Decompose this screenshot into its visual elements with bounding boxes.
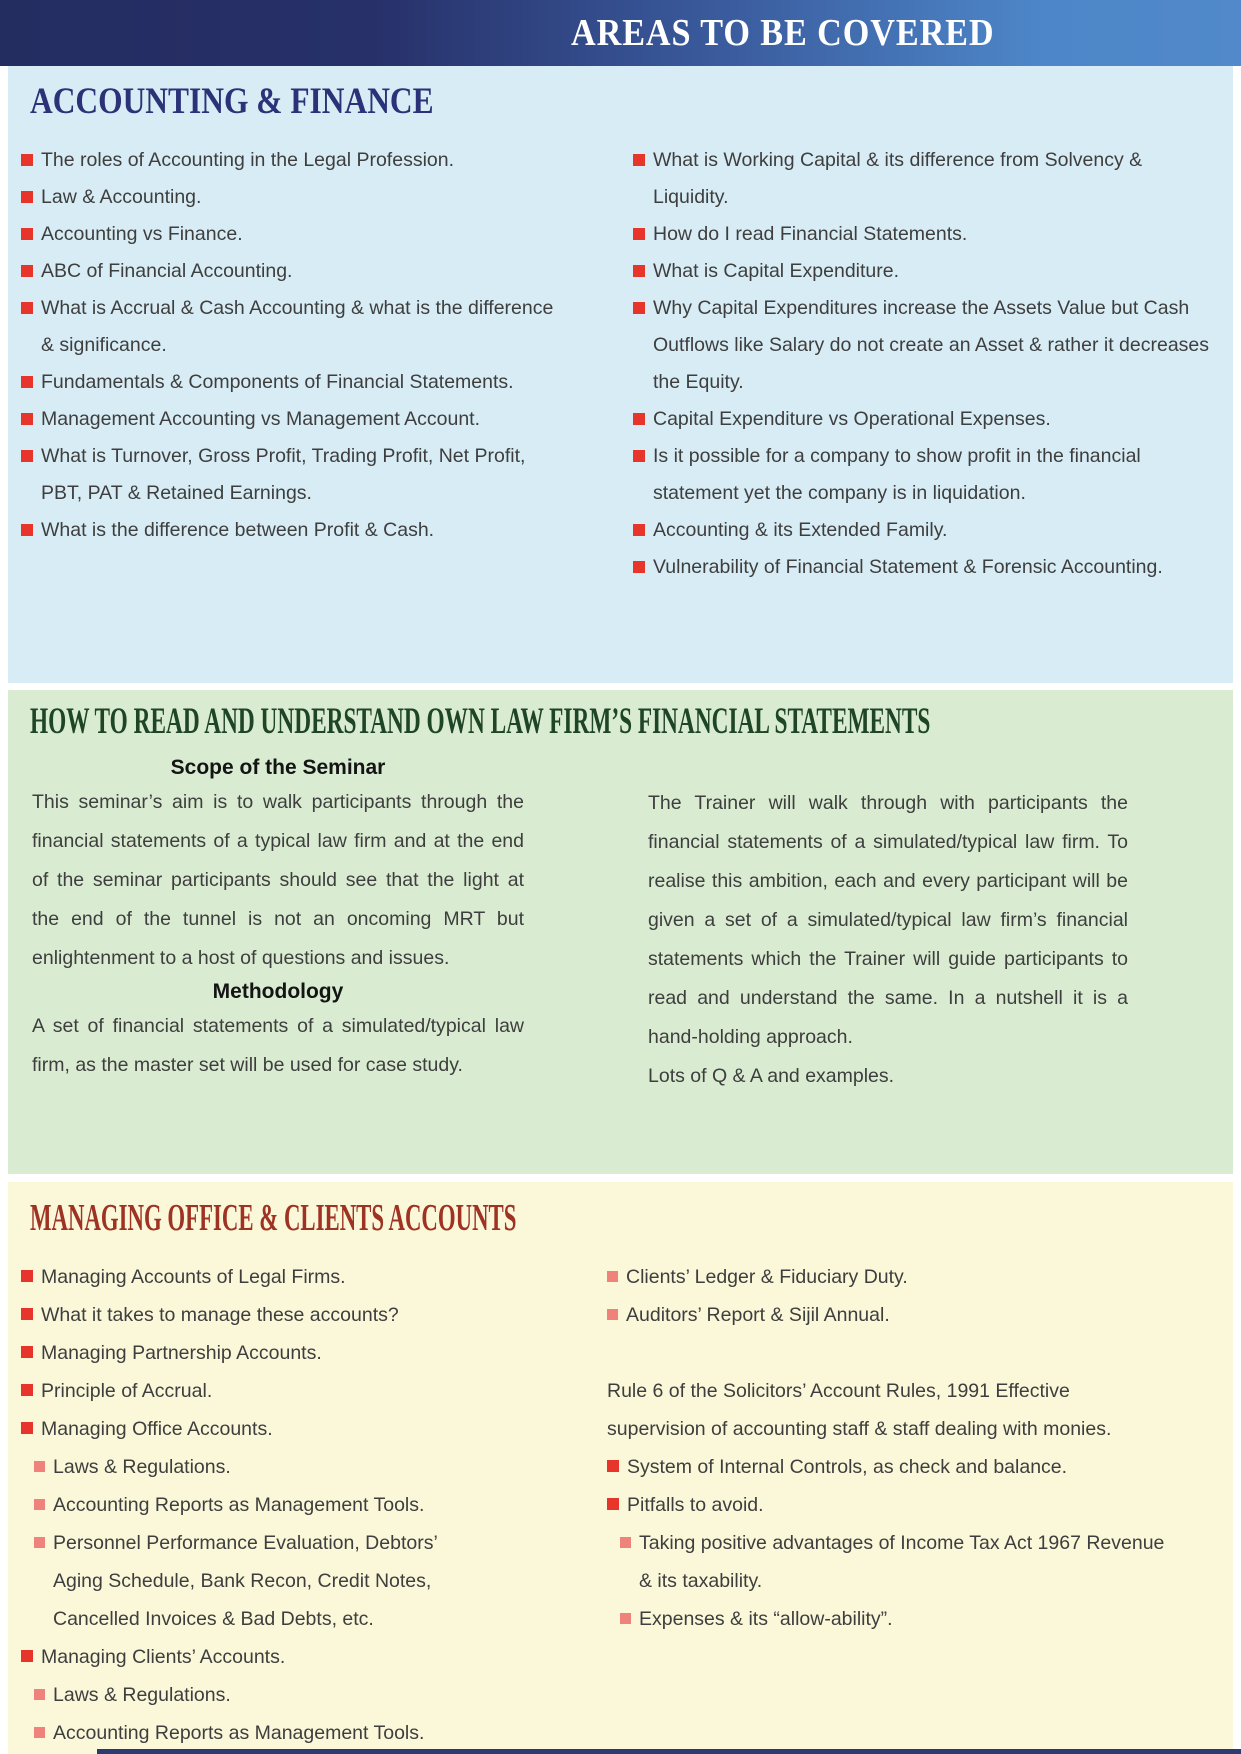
- bullet-item-text: Laws & Regulations.: [53, 1456, 231, 1478]
- bullet-item-text: Clients’ Ledger & Fiduciary Duty.: [626, 1266, 908, 1288]
- bullet-square-icon: [34, 1537, 45, 1548]
- bullet-item-text: Fundamentals & Components of Financial Statements.: [41, 371, 514, 393]
- managing-accounts-columns: [8, 1258, 1233, 1752]
- bullet-item: [21, 179, 561, 216]
- bullet-item: [21, 1296, 491, 1334]
- bullet-square-icon: [21, 1346, 33, 1358]
- bullet-item: [21, 438, 561, 512]
- bullet-item: [21, 1410, 491, 1448]
- bullet-item-text: Accounting & its Extended Family.: [653, 519, 948, 541]
- bullet-item: [633, 438, 1218, 512]
- bullet-item-text: Accounting Reports as Management Tools.: [53, 1494, 425, 1516]
- bullet-item-text: Vulnerability of Financial Statement & Forensic Accounting.: [653, 556, 1163, 578]
- managing-accounts-left-column: [21, 1258, 491, 1752]
- section-heading-accounting-finance: ACCOUNTING & FINANCE: [30, 81, 434, 122]
- bullet-square-icon: [607, 1309, 618, 1320]
- bullet-item-text: Pitfalls to avoid.: [627, 1494, 764, 1516]
- bullet-item: [34, 1714, 491, 1752]
- bullet-item: [633, 512, 1218, 549]
- bullet-square-icon: [21, 1270, 33, 1282]
- spacer: [607, 1334, 1165, 1372]
- bullet-item-text: Expenses & its “allow-ability”.: [639, 1608, 893, 1630]
- bullet-item: [633, 401, 1218, 438]
- bullet-item: [21, 1372, 491, 1410]
- bullet-item-text: Managing Partnership Accounts.: [41, 1342, 322, 1364]
- bullet-item: [620, 1600, 1165, 1638]
- bullet-item: [607, 1448, 1165, 1486]
- paragraph: Rule 6 of the Solicitors’ Account Rules, 1991 Effective supervision of accounting staff & staff dealing with monies.: [607, 1380, 1112, 1440]
- bullet-square-icon: [34, 1461, 45, 1472]
- bullet-item-text: Managing Clients’ Accounts.: [41, 1646, 286, 1668]
- bullet-item-text: What is Capital Expenditure.: [653, 260, 900, 282]
- bullet-square-icon: [607, 1460, 619, 1472]
- trainer-paragraph: The Trainer will walk through with participants the financial statements of a simulated/typical law firm. To realise this ambition, each and every participant will be given a set of a simulated/typical law firm’s financial statements which the Trainer will guide participants to read and understand the same. In a nutshell it is a hand-holding approach.: [648, 792, 1128, 1048]
- section-managing-accounts: [8, 1182, 1233, 1754]
- methodology-subheading: Methodology: [212, 980, 344, 1003]
- bullet-item: [21, 364, 561, 401]
- law-firm-left-column: [32, 754, 524, 1096]
- bullet-item-text: Capital Expenditure vs Operational Expenses.: [653, 408, 1051, 430]
- bullet-square-icon: [21, 1308, 33, 1320]
- bullet-item-text: System of Internal Controls, as check and balance.: [627, 1456, 1068, 1478]
- bullet-item: [34, 1448, 491, 1486]
- bullet-item-text: Laws & Regulations.: [53, 1684, 231, 1706]
- bullet-item: [34, 1676, 491, 1714]
- bullet-item-text: How do I read Financial Statements.: [653, 223, 968, 245]
- bullet-item-text: Why Capital Expenditures increase the Assets Value but Cash Outflows like Salary do not create an Asset & rather it decreases the Equity.: [653, 297, 1210, 393]
- bullet-square-icon: [21, 154, 33, 166]
- bullet-square-icon: [633, 302, 645, 314]
- qa-paragraph: Lots of Q & A and examples.: [648, 1065, 895, 1087]
- bullet-item: [620, 1524, 1165, 1600]
- bullet-item: [21, 1334, 491, 1372]
- methodology-paragraph: A set of financial statements of a simulated/typical law firm, as the master set will be used for case study.: [32, 1015, 524, 1076]
- scope-subheading: Scope of the Seminar: [170, 756, 386, 779]
- bullet-square-icon: [34, 1499, 45, 1510]
- bullet-item: [633, 549, 1218, 586]
- accounting-finance-left-column: [21, 142, 561, 586]
- bullet-square-icon: [34, 1727, 45, 1738]
- bullet-item-text: What is Turnover, Gross Profit, Trading Profit, Net Profit, PBT, PAT & Retained Earnings.: [41, 445, 526, 504]
- bullet-item-text: What it takes to manage these accounts?: [41, 1304, 399, 1326]
- bullet-item-text: Law & Accounting.: [41, 186, 202, 208]
- bullet-item-text: Management Accounting vs Management Account.: [41, 408, 481, 430]
- banner-title: AREAS TO BE COVERED: [571, 12, 995, 54]
- bullet-square-icon: [633, 154, 645, 166]
- section-heading-managing-accounts: MANAGING OFFICE & CLIENTS ACCOUNTS: [30, 1197, 517, 1239]
- accounting-finance-columns: [8, 142, 1233, 586]
- law-firm-columns: [8, 754, 1233, 1096]
- bullet-item-text: Personnel Performance Evaluation, Debtors’ Aging Schedule, Bank Recon, Credit Notes, Cancelled Invoices & Bad Debts, etc.: [53, 1532, 438, 1630]
- bullet-square-icon: [633, 524, 645, 536]
- bullet-item-text: What is the difference between Profit & Cash.: [41, 519, 435, 541]
- bullet-item: [34, 1524, 491, 1638]
- bullet-square-icon: [21, 228, 33, 240]
- bullet-square-icon: [21, 191, 33, 203]
- bullet-item-text: Managing Accounts of Legal Firms.: [41, 1266, 346, 1288]
- bullet-item: [633, 142, 1218, 216]
- bullet-item-text: Accounting Reports as Management Tools.: [53, 1722, 425, 1744]
- bullet-square-icon: [633, 561, 645, 573]
- bullet-item: [21, 401, 561, 438]
- bottom-edge-strip: [97, 1749, 1241, 1754]
- bullet-square-icon: [607, 1271, 618, 1282]
- bullet-item-text: Accounting vs Finance.: [41, 223, 243, 245]
- bullet-item: [633, 216, 1218, 253]
- bullet-item-text: Managing Office Accounts.: [41, 1418, 273, 1440]
- bullet-square-icon: [21, 376, 33, 388]
- bullet-square-icon: [21, 413, 33, 425]
- bullet-square-icon: [633, 265, 645, 277]
- bullet-square-icon: [34, 1689, 45, 1700]
- bullet-item-text: What is Accrual & Cash Accounting & what is the difference & significance.: [41, 297, 554, 356]
- bullet-square-icon: [21, 1384, 33, 1396]
- bullet-square-icon: [607, 1498, 619, 1510]
- bullet-square-icon: [633, 450, 645, 462]
- law-firm-right-column: [648, 754, 1128, 1096]
- bullet-square-icon: [620, 1613, 631, 1624]
- accounting-finance-right-column: [633, 142, 1218, 586]
- bullet-item: [633, 253, 1218, 290]
- bullet-square-icon: [21, 450, 33, 462]
- bullet-item: [21, 1638, 491, 1676]
- bullet-item: [21, 216, 561, 253]
- managing-accounts-right-column: [607, 1258, 1165, 1752]
- bullet-square-icon: [21, 1422, 33, 1434]
- bullet-square-icon: [21, 302, 33, 314]
- bullet-item: [34, 1486, 491, 1524]
- bullet-item-text: Is it possible for a company to show profit in the financial statement yet the company is in liquidation.: [653, 445, 1141, 504]
- bullet-item: [21, 142, 561, 179]
- bullet-item: [21, 253, 561, 290]
- section-accounting-finance: [8, 66, 1233, 683]
- bullet-item: [21, 290, 561, 364]
- bullet-item-text: ABC of Financial Accounting.: [41, 260, 293, 282]
- section-law-firm-statements: [8, 690, 1233, 1174]
- bullet-item: [607, 1258, 1165, 1296]
- bullet-square-icon: [620, 1537, 631, 1548]
- page-banner: [0, 0, 1241, 66]
- bullet-item: [21, 1258, 491, 1296]
- bullet-square-icon: [21, 524, 33, 536]
- bullet-item-text: Auditors’ Report & Sijil Annual.: [626, 1304, 890, 1326]
- bullet-square-icon: [21, 1650, 33, 1662]
- bullet-square-icon: [633, 413, 645, 425]
- bullet-item-text: The roles of Accounting in the Legal Profession.: [41, 149, 455, 171]
- bullet-item-text: Taking positive advantages of Income Tax Act 1967 Revenue & its taxability.: [639, 1532, 1165, 1592]
- bullet-item: [607, 1296, 1165, 1334]
- bullet-item: [633, 290, 1218, 401]
- bullet-item: [21, 512, 561, 549]
- bullet-square-icon: [633, 228, 645, 240]
- bullet-square-icon: [21, 265, 33, 277]
- section-heading-law-firm-statements: HOW TO READ AND UNDERSTAND OWN LAW FIRM’S FINANCIAL STATEMENTS: [30, 701, 931, 742]
- bullet-item: [607, 1486, 1165, 1524]
- bullet-item-text: Principle of Accrual.: [41, 1380, 213, 1402]
- bullet-item-text: What is Working Capital & its difference from Solvency & Liquidity.: [653, 149, 1143, 208]
- scope-paragraph: This seminar’s aim is to walk participants through the financial statements of a typical law firm and at the end of the seminar participants should see that the light at the end of the tunnel is not an oncoming MRT but enlightenment to a host of questions and issues.: [32, 791, 524, 969]
